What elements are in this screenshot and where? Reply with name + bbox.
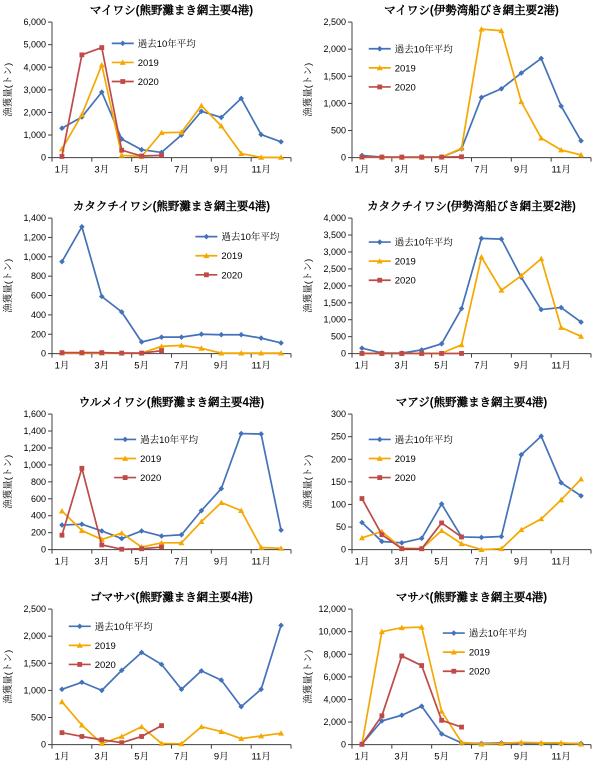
y-axis-label: 漁獲量(トン) [3, 454, 14, 509]
x-tick-label: 11月 [251, 360, 271, 372]
legend-label: 2019 [394, 453, 416, 465]
y-tick-label: 1,600 [23, 408, 46, 419]
chart-svg [300, 0, 600, 196]
legend-label: 2019 [394, 63, 416, 75]
y-axis-label: 漁獲量(トン) [3, 258, 14, 313]
series-marker-2019 [558, 324, 564, 329]
y-tick-label: 600 [30, 493, 46, 504]
y-axis-label: 漁獲量(トン) [303, 454, 314, 509]
x-tick-label: 9月 [213, 556, 229, 568]
chart-panel [300, 196, 600, 392]
series-marker-2020 [99, 738, 104, 743]
chart-panel [300, 587, 600, 783]
series-marker-2020 [459, 154, 464, 159]
y-tick-label: 0 [340, 739, 346, 750]
series-marker-過去10年平均 [359, 345, 365, 351]
y-tick-label: 1,500 [323, 297, 346, 308]
series-marker-過去10年平均 [159, 334, 165, 340]
chart-svg [300, 392, 600, 588]
y-tick-label: 0 [340, 348, 346, 359]
legend-marker-square [120, 79, 125, 84]
legend-label: 過去10年平均 [394, 44, 453, 56]
series-line-2020 [362, 656, 462, 744]
legend-label: 2019 [394, 256, 416, 268]
y-axis-label: 漁獲量(トン) [303, 258, 314, 313]
y-tick-label: 6,000 [323, 672, 346, 683]
series-marker-2020 [60, 154, 65, 159]
y-tick-label: 500 [330, 331, 346, 342]
y-tick-label: 1,000 [323, 314, 346, 325]
legend-label: 2020 [94, 660, 116, 672]
series-line-2019 [62, 702, 281, 744]
legend-label: 過去10年平均 [468, 628, 527, 640]
x-tick-label: 9月 [513, 360, 529, 372]
y-tick-label: 0 [40, 739, 46, 750]
series-marker-2020 [159, 348, 164, 353]
legend-marker-diamond [377, 46, 383, 52]
series-marker-2020 [360, 742, 365, 747]
series-marker-2019 [119, 530, 125, 535]
series-marker-2020 [60, 350, 65, 355]
x-tick-label: 1月 [354, 164, 370, 176]
x-tick-label: 3月 [94, 164, 110, 176]
y-tick-label: 500 [30, 712, 46, 723]
y-tick-label: 800 [30, 270, 46, 281]
series-marker-過去10年平均 [399, 540, 405, 546]
series-marker-2020 [99, 542, 104, 547]
y-tick-label: 1,000 [23, 685, 46, 696]
legend-label: 2020 [468, 666, 490, 678]
chart-svg [0, 587, 300, 783]
series-marker-2020 [439, 520, 444, 525]
legend-label: 過去10年平均 [140, 434, 199, 446]
y-tick-label: 1,000 [323, 98, 346, 109]
x-tick-label: 9月 [213, 751, 229, 763]
x-tick-label: 11月 [251, 556, 271, 568]
series-marker-過去10年平均 [278, 623, 284, 629]
x-tick-label: 9月 [213, 164, 229, 176]
y-tick-label: 2,000 [323, 44, 346, 55]
series-marker-2020 [79, 52, 84, 57]
series-marker-2020 [159, 153, 164, 158]
y-tick-label: 400 [30, 510, 46, 521]
series-marker-2020 [399, 155, 404, 160]
series-marker-過去10年平均 [399, 713, 405, 719]
y-tick-label: 2,500 [323, 263, 346, 274]
x-tick-label: 7月 [174, 751, 189, 763]
legend-label: 2020 [221, 270, 243, 282]
series-marker-2020 [139, 546, 144, 551]
legend-label: 2020 [137, 77, 159, 89]
y-tick-label: 200 [30, 527, 46, 538]
chart-title: カタクチイワシ(伊勢湾船びき網主要2港) [367, 200, 576, 213]
y-tick-label: 2,000 [23, 107, 46, 118]
y-tick-label: 600 [30, 290, 46, 301]
series-marker-2020 [119, 350, 124, 355]
x-tick-label: 7月 [474, 751, 489, 763]
chart-title: カタクチイワシ(熊野灘まき網主要4港) [72, 200, 271, 213]
x-tick-label: 3月 [94, 360, 110, 372]
y-tick-label: 1,400 [23, 425, 46, 436]
x-tick-label: 1月 [354, 751, 370, 763]
legend-label: 2019 [137, 57, 159, 69]
series-marker-2020 [119, 148, 124, 153]
x-tick-label: 11月 [551, 164, 571, 176]
legend-marker-diamond [77, 624, 83, 630]
legend-marker-square [377, 85, 382, 90]
chart-svg [0, 196, 300, 392]
series-marker-2020 [139, 350, 144, 355]
y-tick-label: 1,500 [23, 658, 46, 669]
y-tick-label: 12,000 [318, 604, 346, 615]
series-marker-2020 [419, 351, 424, 356]
legend-label: 過去10年平均 [137, 38, 196, 50]
series-marker-2020 [459, 351, 464, 356]
legend-marker-diamond [377, 239, 383, 245]
y-axis-label: 漁獲量(トン) [3, 650, 14, 705]
series-marker-2019 [218, 499, 224, 504]
x-tick-label: 7月 [474, 556, 489, 568]
x-tick-label: 5月 [134, 751, 150, 763]
x-tick-label: 7月 [174, 556, 189, 568]
y-tick-label: 300 [330, 408, 346, 419]
y-tick-label: 0 [340, 544, 346, 555]
series-marker-2020 [459, 725, 464, 730]
legend-label: 過去10年平均 [394, 237, 453, 249]
chart-panel [0, 587, 300, 783]
series-marker-2020 [419, 546, 424, 551]
series-marker-2020 [399, 546, 404, 551]
x-tick-label: 7月 [174, 360, 189, 372]
x-tick-label: 5月 [434, 556, 450, 568]
y-tick-label: 50 [336, 521, 346, 532]
x-tick-label: 11月 [551, 751, 571, 763]
x-tick-label: 1月 [354, 556, 370, 568]
series-marker-2020 [60, 731, 65, 736]
series-marker-過去10年平均 [199, 331, 205, 337]
y-tick-label: 1,400 [23, 212, 46, 223]
x-tick-label: 5月 [434, 360, 450, 372]
x-tick-label: 7月 [474, 164, 489, 176]
legend-marker-square [377, 278, 382, 283]
series-marker-過去10年平均 [479, 534, 485, 540]
series-marker-過去10年平均 [238, 332, 244, 338]
chart-title: ウルメイワシ(熊野灘まき網主要4港) [78, 396, 265, 409]
chart-panel [300, 0, 600, 196]
x-tick-label: 9月 [213, 360, 229, 372]
legend-marker-diamond [122, 436, 128, 442]
series-marker-2019 [439, 527, 445, 532]
y-tick-label: 2,500 [23, 604, 46, 615]
series-marker-過去10年平均 [479, 95, 485, 101]
series-marker-2020 [159, 723, 164, 728]
x-tick-label: 3月 [94, 751, 110, 763]
series-marker-2020 [439, 351, 444, 356]
series-marker-過去10年平均 [258, 335, 264, 341]
legend-label: 2019 [468, 647, 490, 659]
series-marker-過去10年平均 [218, 332, 224, 338]
y-tick-label: 250 [330, 431, 346, 442]
series-marker-過去10年平均 [99, 528, 105, 534]
y-tick-label: 200 [30, 328, 46, 340]
x-tick-label: 5月 [434, 751, 450, 763]
y-tick-label: 8,000 [323, 649, 346, 660]
x-tick-label: 3月 [394, 556, 410, 568]
x-tick-label: 3月 [394, 360, 410, 372]
series-marker-2020 [459, 534, 464, 539]
series-marker-2019 [459, 145, 465, 150]
series-line-過去10年平均 [62, 227, 281, 343]
series-marker-2020 [439, 718, 444, 723]
series-marker-過去10年平均 [119, 535, 125, 541]
series-marker-2019 [139, 724, 145, 729]
series-marker-過去10年平均 [79, 521, 85, 527]
x-tick-label: 5月 [134, 360, 150, 372]
chart-panel [0, 196, 300, 392]
legend-label: 2020 [140, 472, 162, 484]
series-marker-過去10年平均 [159, 533, 165, 539]
y-tick-label: 5,000 [23, 39, 46, 50]
x-tick-label: 3月 [394, 751, 410, 763]
y-axis-label: 漁獲量(トン) [303, 650, 314, 705]
legend-marker-square [451, 669, 456, 674]
y-tick-label: 4,000 [323, 694, 346, 705]
x-tick-label: 1月 [54, 164, 70, 176]
y-tick-label: 2,500 [323, 17, 346, 28]
series-line-過去10年平均 [362, 706, 581, 744]
legend-marker-square [123, 475, 128, 480]
series-marker-2019 [478, 254, 484, 259]
y-tick-label: 1,000 [23, 459, 46, 470]
series-marker-2019 [59, 508, 65, 513]
chart-panel [0, 392, 300, 588]
y-tick-label: 0 [40, 544, 46, 555]
series-marker-2020 [99, 350, 104, 355]
y-tick-label: 2,000 [23, 631, 46, 642]
series-marker-2020 [360, 351, 365, 356]
x-tick-label: 3月 [394, 164, 410, 176]
series-marker-2020 [79, 350, 84, 355]
series-marker-2019 [518, 99, 524, 104]
legend-marker-diamond [204, 234, 210, 240]
y-tick-label: 4,000 [23, 62, 46, 73]
x-tick-label: 11月 [551, 360, 571, 372]
y-tick-label: 2,000 [323, 717, 346, 728]
legend-label: 過去10年平均 [221, 231, 280, 243]
series-marker-2020 [399, 654, 404, 659]
y-tick-label: 3,000 [323, 246, 346, 257]
series-marker-2020 [139, 154, 144, 159]
legend-label: 2019 [140, 453, 162, 465]
series-marker-2020 [360, 155, 365, 160]
y-tick-label: 0 [40, 152, 46, 163]
legend-marker-diamond [451, 631, 457, 637]
x-tick-label: 1月 [54, 360, 70, 372]
y-tick-label: 1,000 [23, 251, 46, 262]
series-marker-2020 [119, 741, 124, 746]
x-tick-label: 9月 [513, 556, 529, 568]
series-marker-2020 [379, 714, 384, 719]
series-marker-2020 [79, 734, 84, 739]
chart-panel [0, 0, 300, 196]
chart-title: マイワシ(伊勢湾船びき網主要2港) [384, 5, 559, 18]
series-marker-2020 [159, 544, 164, 549]
chart-title: マサバ(熊野灘まき網主要4港) [395, 592, 548, 605]
legend-label: 2019 [221, 250, 243, 262]
legend-marker-square [377, 475, 382, 480]
series-marker-2020 [419, 155, 424, 160]
series-marker-過去10年平均 [258, 431, 264, 437]
legend-marker-square [204, 272, 209, 277]
chart-svg [0, 392, 300, 588]
series-marker-2019 [538, 255, 544, 260]
legend-marker-diamond [120, 41, 126, 47]
x-tick-label: 11月 [251, 751, 271, 763]
series-marker-過去10年平均 [179, 334, 185, 340]
series-line-2019 [362, 627, 581, 744]
legend-label: 過去10年平均 [394, 434, 453, 446]
x-tick-label: 5月 [134, 164, 150, 176]
x-tick-label: 9月 [513, 164, 529, 176]
y-tick-label: 1,200 [23, 442, 46, 453]
chart-title: マアジ(熊野灘まき網主要4港) [395, 396, 548, 409]
y-tick-label: 100 [330, 498, 346, 509]
y-tick-label: 6,000 [23, 17, 46, 28]
y-tick-label: 0 [340, 152, 346, 163]
y-tick-label: 400 [30, 309, 46, 320]
y-tick-label: 1,500 [323, 71, 346, 82]
y-tick-label: 4,000 [323, 212, 346, 223]
x-tick-label: 1月 [354, 360, 370, 372]
y-tick-label: 1,200 [23, 232, 46, 243]
series-marker-過去10年平均 [59, 687, 65, 693]
series-line-2019 [62, 502, 281, 548]
series-marker-2020 [139, 734, 144, 739]
series-marker-過去10年平均 [79, 680, 85, 686]
series-line-過去10年平均 [62, 92, 281, 152]
series-marker-過去10年平均 [278, 340, 284, 346]
series-marker-過去10年平均 [479, 235, 485, 241]
y-tick-label: 3,000 [23, 84, 46, 95]
y-axis-label: 漁獲量(トン) [3, 62, 14, 117]
chart-title: マイワシ(熊野灘まき網主要4港) [89, 5, 254, 18]
legend-label: 2020 [394, 275, 416, 287]
series-marker-2019 [578, 476, 584, 481]
chart-svg [0, 0, 300, 196]
series-line-過去10年平均 [362, 436, 581, 543]
series-marker-2020 [60, 532, 65, 537]
legend-label: 2020 [394, 82, 416, 94]
chart-svg [300, 587, 600, 783]
legend-label: 過去10年平均 [94, 622, 153, 634]
series-marker-2019 [59, 699, 65, 704]
chart-title: ゴマサバ(熊野灘まき網主要4港) [90, 592, 253, 605]
series-marker-過去10年平均 [278, 527, 284, 533]
x-tick-label: 5月 [134, 556, 150, 568]
series-marker-2019 [459, 342, 465, 347]
y-tick-label: 1,000 [23, 130, 46, 141]
x-tick-label: 3月 [94, 556, 110, 568]
legend-label: 2019 [94, 641, 116, 653]
x-tick-label: 7月 [474, 360, 489, 372]
series-marker-2020 [79, 465, 84, 470]
y-tick-label: 150 [330, 476, 346, 487]
series-marker-2020 [379, 351, 384, 356]
x-tick-label: 1月 [54, 556, 70, 568]
series-marker-過去10年平均 [499, 533, 505, 539]
legend-marker-square [77, 662, 82, 667]
series-marker-過去10年平均 [139, 528, 145, 534]
y-tick-label: 2,000 [323, 280, 346, 291]
legend-label: 2020 [394, 472, 416, 484]
x-tick-label: 11月 [551, 556, 571, 568]
series-marker-2019 [198, 103, 204, 108]
legend-marker-diamond [377, 436, 383, 442]
series-marker-2020 [439, 155, 444, 160]
series-marker-2020 [399, 351, 404, 356]
y-axis-label: 漁獲量(トン) [303, 62, 314, 117]
series-marker-過去10年平均 [278, 139, 284, 145]
x-tick-label: 5月 [434, 164, 450, 176]
series-marker-2020 [99, 45, 104, 50]
series-marker-過去10年平均 [238, 430, 244, 436]
series-marker-2020 [419, 663, 424, 668]
chart-panel [300, 392, 600, 588]
series-line-過去10年平均 [362, 238, 581, 353]
x-tick-label: 11月 [251, 164, 271, 176]
x-tick-label: 7月 [174, 164, 189, 176]
y-tick-label: 200 [330, 453, 346, 464]
series-line-2019 [362, 479, 581, 549]
chart-svg [300, 196, 600, 392]
series-marker-2020 [379, 532, 384, 537]
series-marker-2020 [119, 546, 124, 551]
y-tick-label: 10,000 [318, 626, 346, 637]
series-marker-2020 [360, 496, 365, 501]
series-marker-2020 [379, 155, 384, 160]
x-tick-label: 1月 [54, 751, 70, 763]
x-tick-label: 9月 [513, 751, 529, 763]
y-tick-label: 500 [330, 125, 346, 136]
y-tick-label: 0 [40, 348, 46, 359]
y-tick-label: 800 [30, 476, 46, 487]
y-tick-label: 3,500 [323, 229, 346, 240]
